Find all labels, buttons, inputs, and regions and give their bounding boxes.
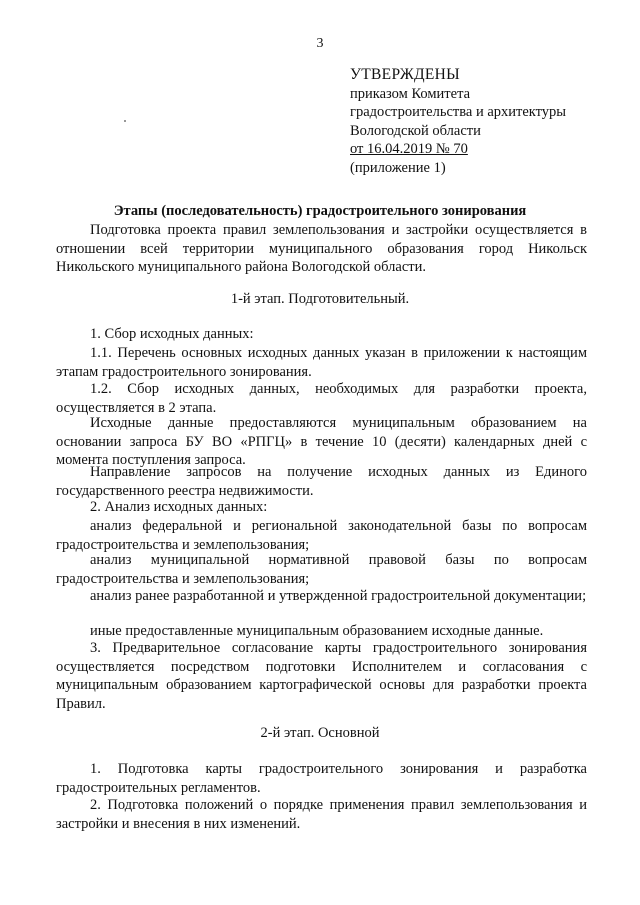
list-item: иные предоставленные муниципальным образованием исходные данные. (90, 623, 544, 639)
approval-stamp (350, 66, 566, 177)
stage-1-heading: 1-й этап. Подготовительный. (230, 291, 410, 307)
list-item: 1. Подготовка карты градостроительного зонирования и разработка градостроительных регламентов. (56, 761, 587, 796)
list-item: 3. Предварительное согласование карты градостроительного зонирования осуществляется посредством подготовки Исполнителем и согласования с муниципальным образованием картографической основы для разработки проекта Правил. (56, 640, 587, 712)
scan-speck (124, 120, 126, 122)
document-title: Этапы (последовательность) градостроительного зонирования (113, 203, 527, 219)
list-item: анализ федеральной и региональной законодательной базы по вопросам градостроительства и землепользования; (56, 518, 587, 553)
page-number: 3 (316, 36, 324, 51)
list-item: анализ муниципальной нормативной правовой базы по вопросам градостроительства и землепользования; (56, 552, 587, 587)
list-item: 1. Сбор исходных данных: (90, 326, 254, 342)
approval-line: приказом Комитета (350, 85, 471, 102)
list-item: 1.2. Сбор исходных данных, необходимых для разработки проекта, осуществляется в 2 этапа. (56, 381, 587, 416)
approval-line: Вологодской области (350, 122, 481, 139)
list-item: анализ ранее разработанной и утвержденной градостроительной документации; (90, 588, 587, 604)
list-item: 1.1. Перечень основных исходных данных указан в приложении к настоящим этапам градостроительного зонирования. (56, 345, 587, 380)
approval-order-number: от 16.04.2019 № 70 (350, 141, 468, 157)
paragraph: Направление запросов на получение исходных данных из Единого государственного реестра недвижимости. (56, 464, 587, 499)
intro-paragraph: Подготовка проекта правил землепользования и застройки осуществляется в отношении всей территории муниципального образования город Никольск Никольского муниципального района Вологодской области. (56, 222, 587, 275)
list-item: 2. Анализ исходных данных: (90, 499, 268, 515)
approval-appendix: (приложение 1) (350, 159, 446, 176)
paragraph: Исходные данные предоставляются муниципальным образованием на основании запроса БУ ВО «РПГЦ» в течение 10 (десяти) календарных дней с момента поступления запроса. (56, 415, 587, 468)
approval-heading: УТВЕРЖДЕНЫ (350, 66, 460, 83)
list-item: 2. Подготовка положений о порядке применения правил землепользования и застройки и внесения в них изменений. (56, 797, 587, 832)
stage-2-heading: 2-й этап. Основной (260, 725, 380, 741)
approval-line: градостроительства и архитектуры (350, 104, 567, 120)
